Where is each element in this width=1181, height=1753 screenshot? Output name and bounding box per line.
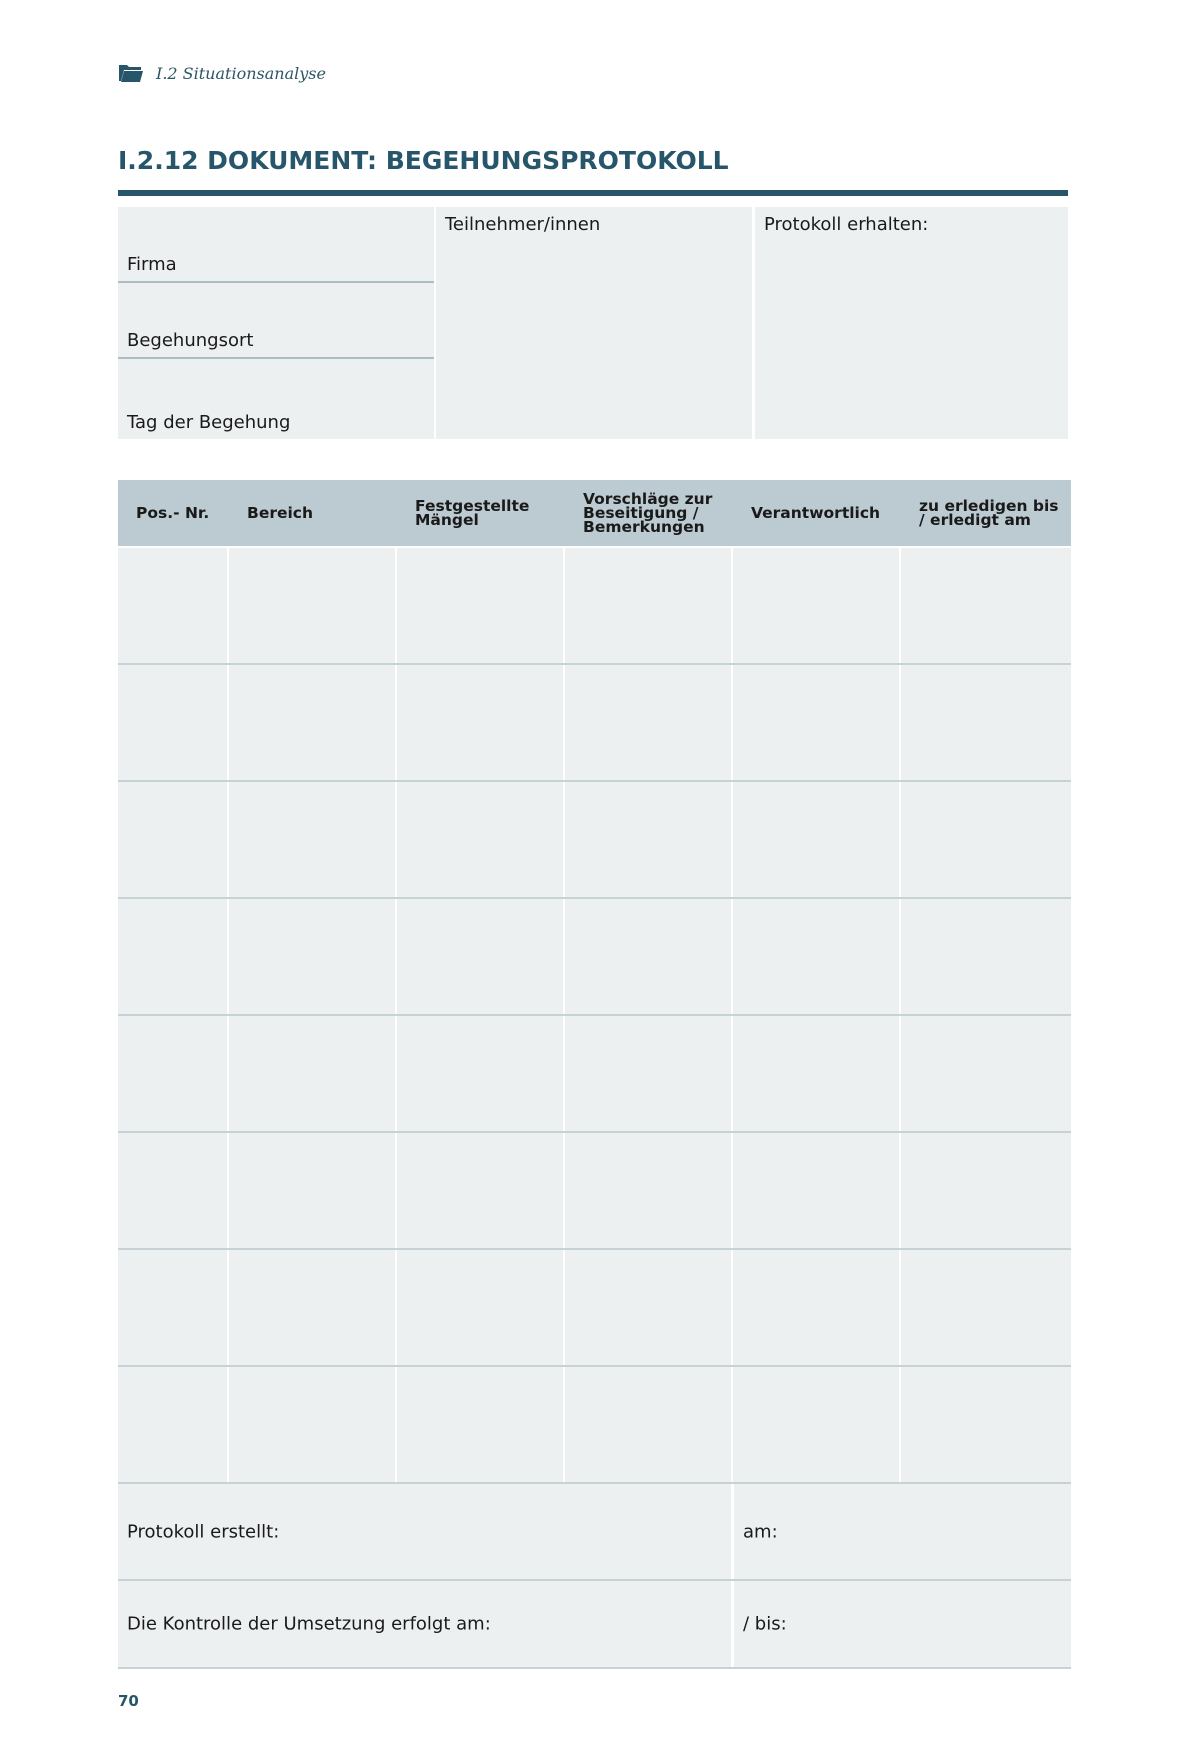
table-cell[interactable] xyxy=(733,548,899,663)
table-cell[interactable] xyxy=(565,1016,731,1131)
table-row xyxy=(118,1250,1071,1365)
table-cell[interactable] xyxy=(397,1016,563,1131)
table-cell[interactable] xyxy=(733,665,899,780)
table-row xyxy=(118,899,1071,1014)
breadcrumb-text: I.2 Situationsanalyse xyxy=(156,63,326,83)
table-cell[interactable] xyxy=(397,1367,563,1482)
table-cell[interactable] xyxy=(229,782,395,897)
table-row xyxy=(118,548,1071,663)
breadcrumb xyxy=(118,62,326,84)
col-header-bereich: Bereich xyxy=(247,504,314,522)
teilnehmer-field[interactable] xyxy=(436,207,752,439)
table-cell[interactable] xyxy=(901,1016,1071,1131)
table-cell[interactable] xyxy=(397,1250,563,1365)
table-cell[interactable] xyxy=(229,548,395,663)
kontrolle-label: Die Kontrolle der Umsetzung erfolgt am: xyxy=(127,1613,491,1635)
firma-field[interactable] xyxy=(118,207,434,283)
protokoll-erhalten-label: Protokoll erhalten: xyxy=(764,214,929,235)
title-rule xyxy=(118,190,1068,196)
table-cell[interactable] xyxy=(901,548,1071,663)
firma-label: Firma xyxy=(127,254,177,275)
footer-divider xyxy=(118,1667,1071,1669)
table-cell[interactable] xyxy=(397,1133,563,1248)
table-cell[interactable] xyxy=(901,1133,1071,1248)
teilnehmer-label: Teilnehmer/innen xyxy=(445,214,601,235)
page-number: 70 xyxy=(118,1692,139,1710)
tag-der-begehung-label: Tag der Begehung xyxy=(127,412,291,433)
table-cell[interactable] xyxy=(901,665,1071,780)
table-cell[interactable] xyxy=(118,1016,227,1131)
protokoll-erstellt-label: Protokoll erstellt: xyxy=(127,1521,280,1542)
table-cell[interactable] xyxy=(733,782,899,897)
table-cell[interactable] xyxy=(118,665,227,780)
table-cell[interactable] xyxy=(397,899,563,1014)
col-header-verantwortlich: Verantwortlich xyxy=(751,504,881,522)
table-cell[interactable] xyxy=(565,1250,731,1365)
protokoll-erstellt-field[interactable] xyxy=(118,1484,731,1579)
table-cell[interactable] xyxy=(733,1133,899,1248)
table-cell[interactable] xyxy=(118,899,227,1014)
table-cell[interactable] xyxy=(733,899,899,1014)
table-cell[interactable] xyxy=(565,665,731,780)
col-header-maengel: Festgestellte Mängel xyxy=(415,497,530,529)
table-cell[interactable] xyxy=(733,1250,899,1365)
table-body xyxy=(118,548,1071,1482)
table-cell[interactable] xyxy=(397,548,563,663)
table-row xyxy=(118,1367,1071,1482)
table-cell[interactable] xyxy=(229,1133,395,1248)
table-cell[interactable] xyxy=(118,1250,227,1365)
table-cell[interactable] xyxy=(229,1016,395,1131)
table-cell[interactable] xyxy=(118,548,227,663)
bis-field[interactable] xyxy=(734,1581,1071,1667)
protokoll-erstellt-row xyxy=(118,1484,1071,1579)
table-row xyxy=(118,782,1071,897)
table-row xyxy=(118,1016,1071,1131)
table-cell[interactable] xyxy=(901,1250,1071,1365)
tag-der-begehung-field[interactable] xyxy=(118,359,434,439)
table-cell[interactable] xyxy=(229,665,395,780)
info-block xyxy=(118,207,1068,439)
table-row xyxy=(118,665,1071,780)
col-header-pos-nr: Pos.- Nr. xyxy=(136,504,210,522)
table-cell[interactable] xyxy=(733,1016,899,1131)
table-cell[interactable] xyxy=(229,899,395,1014)
table-cell[interactable] xyxy=(565,1133,731,1248)
info-left-column xyxy=(118,207,434,439)
table-cell[interactable] xyxy=(118,1133,227,1248)
table-cell[interactable] xyxy=(397,782,563,897)
col-header-vorschlaege: Vorschläge zur Beseitigung / Bemerkungen xyxy=(583,490,713,536)
table-cell[interactable] xyxy=(565,548,731,663)
begehungsort-field[interactable] xyxy=(118,283,434,359)
kontrolle-row xyxy=(118,1581,1071,1667)
table-cell[interactable] xyxy=(565,899,731,1014)
col-header-erledigen: zu erledigen bis / erledigt am xyxy=(919,497,1059,529)
table-cell[interactable] xyxy=(901,782,1071,897)
protokoll-erhalten-field[interactable] xyxy=(755,207,1068,439)
table-cell[interactable] xyxy=(565,782,731,897)
am-label: am: xyxy=(743,1521,778,1542)
page-title: I.2.12 DOKUMENT: BEGEHUNGSPROTOKOLL xyxy=(118,146,729,175)
kontrolle-field[interactable] xyxy=(118,1581,731,1667)
table-cell[interactable] xyxy=(229,1367,395,1482)
table-cell[interactable] xyxy=(118,1367,227,1482)
table-row xyxy=(118,1133,1071,1248)
table-cell[interactable] xyxy=(565,1367,731,1482)
table-cell[interactable] xyxy=(901,899,1071,1014)
table-cell[interactable] xyxy=(229,1250,395,1365)
table-cell[interactable] xyxy=(397,665,563,780)
begehungsort-label: Begehungsort xyxy=(127,330,254,351)
folder-icon xyxy=(118,62,144,84)
bis-label: / bis: xyxy=(743,1613,787,1635)
am-field[interactable] xyxy=(734,1484,1071,1579)
table-cell[interactable] xyxy=(118,782,227,897)
table-header xyxy=(118,480,1071,546)
table-cell[interactable] xyxy=(733,1367,899,1482)
table-cell[interactable] xyxy=(901,1367,1071,1482)
